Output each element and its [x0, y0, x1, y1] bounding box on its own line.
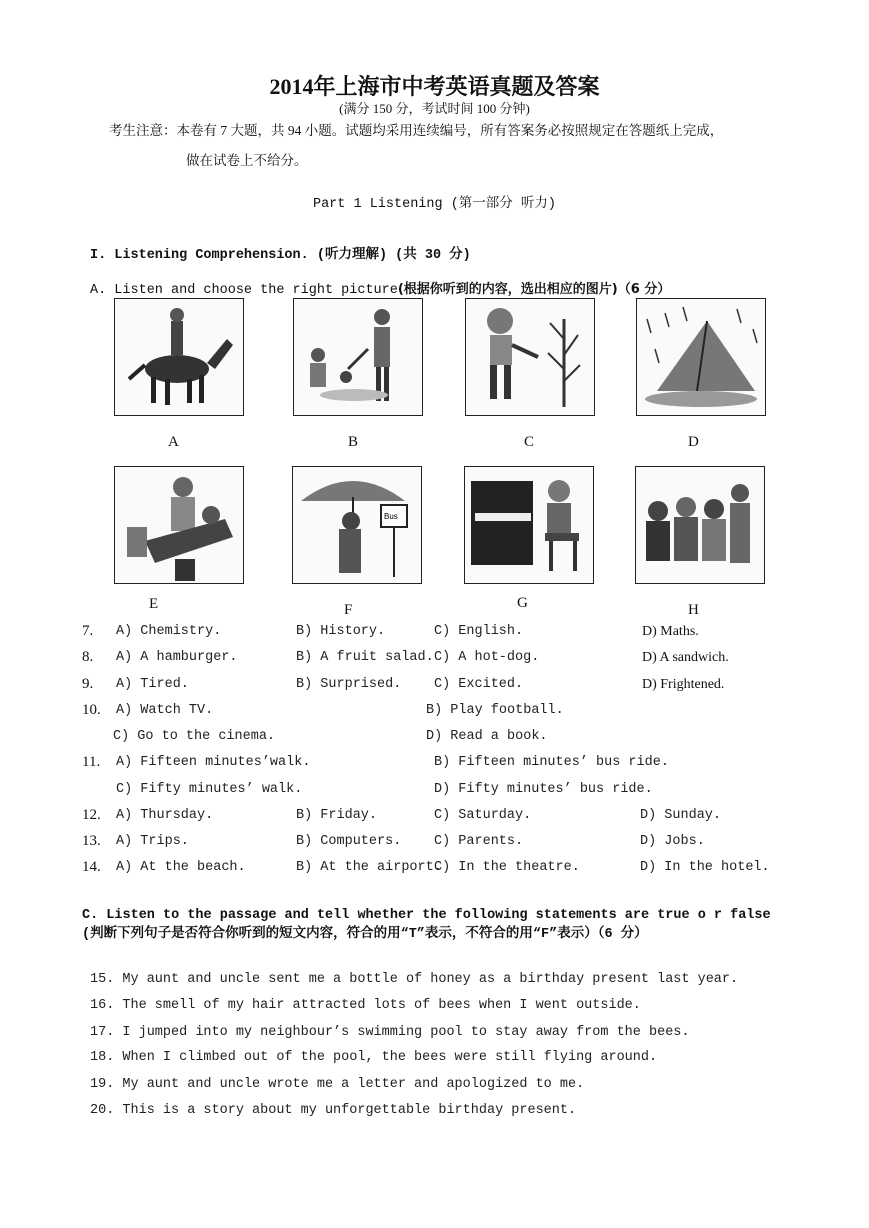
exam-info: (满分 150 分，考试时间 100 分钟) — [339, 101, 530, 116]
option-d: D) Frightened. — [642, 677, 725, 692]
picture-label-e: E — [149, 596, 159, 612]
picture-label-a: A — [168, 434, 179, 450]
option-a: A) At the beach. — [116, 860, 246, 875]
option-a: A) Tired. — [116, 677, 189, 692]
exam-notice-line-1: 考生注意：本卷有 7 大题，共 94 小题。试题均采用连续编号，所有答案务必按照规定在答题纸上完成， — [109, 123, 724, 138]
option-d: D) Fifty minutes’ bus ride. — [434, 782, 653, 797]
umbrella-bus-stop-icon — [292, 466, 422, 584]
option-a: A) Watch TV. — [116, 703, 214, 718]
section-a-instruction-cn: (根据你听到的内容，选出相应的图片)（6 分） — [397, 282, 671, 297]
group-people-icon — [635, 466, 765, 584]
tent-in-rain-icon — [636, 298, 766, 416]
option-b: B) Surprised. — [296, 677, 402, 692]
picture-label-b: B — [348, 434, 359, 450]
section-a-instruction-en: A. Listen and choose the right picture — [90, 283, 398, 298]
horse-rider-icon — [114, 298, 244, 416]
option-b: B) History. — [296, 624, 386, 639]
option-a: A) Thursday. — [116, 808, 214, 823]
option-a: A) Fifteen minutes’walk. — [116, 755, 311, 770]
option-b: B) Computers. — [296, 834, 402, 849]
question-number: 10. — [82, 702, 101, 718]
question-number: 9. — [82, 676, 94, 692]
statement-16: 16. The smell of my hair attracted lots of bees when I went outside. — [90, 998, 641, 1013]
statement-18: 18. When I climbed out of the pool, the bees were still flying around. — [90, 1050, 658, 1065]
question-number: 8. — [82, 649, 94, 665]
dentist-icon — [114, 466, 244, 584]
option-d: D) Maths. — [642, 624, 699, 639]
statement-15: 15. My aunt and uncle sent me a bottle of honey as a birthday present last year. — [90, 972, 739, 987]
question-number: 11. — [82, 754, 101, 770]
picture-label-c: C — [524, 434, 535, 450]
option-c: C) Parents. — [434, 834, 524, 849]
picture-label-d: D — [688, 434, 699, 450]
option-d: D) Read a book. — [426, 729, 548, 744]
option-c: C) A hot-dog. — [434, 650, 540, 665]
picture-label-f: F — [344, 602, 353, 618]
picture-label-g: G — [517, 595, 528, 611]
option-b: B) Fifteen minutes’ bus ride. — [434, 755, 669, 770]
option-b: B) Play football. — [426, 703, 564, 718]
option-a: A) A hamburger. — [116, 650, 238, 665]
option-b: B) Friday. — [296, 808, 378, 823]
option-c: C) Fifty minutes’ walk. — [116, 782, 303, 797]
question-number: 13. — [82, 833, 101, 849]
page-title: 2014年上海市中考英语真题及答案 — [269, 74, 600, 99]
exam-notice-line-2: 做在试卷上不给分。 — [186, 153, 308, 168]
question-number: 12. — [82, 807, 101, 823]
option-c: C) Excited. — [434, 677, 524, 692]
option-d: D) Jobs. — [640, 834, 705, 849]
option-d: D) A sandwich. — [642, 650, 729, 665]
picture-label-h: H — [688, 602, 699, 618]
option-d: D) Sunday. — [640, 808, 722, 823]
section-c-instruction: C. Listen to the passage and tell whether the following statements are true o r false (判断下列句子是否符合你听到的短文内容，符合的用“T”表示，不符合的用“F”表示）（6 分） — [82, 908, 771, 942]
option-c: C) In the theatre. — [434, 860, 580, 875]
option-a: A) Chemistry. — [116, 624, 222, 639]
statement-20: 20. This is a story about my unforgettable birthday present. — [90, 1103, 577, 1118]
question-number: 7. — [82, 623, 94, 639]
option-b: B) A fruit salad. — [296, 650, 434, 665]
option-c: C) Saturday. — [434, 808, 532, 823]
option-a: A) Trips. — [116, 834, 189, 849]
boy-planting-tree-icon — [465, 298, 595, 416]
part-heading: Part 1 Listening (第一部分 听力) — [312, 197, 557, 212]
watering-children-icon — [293, 298, 423, 416]
option-b: B) At the airport. — [296, 860, 442, 875]
option-c: C) English. — [434, 624, 524, 639]
section-heading: I. Listening Comprehension. (听力理解) (共 30 分) — [90, 248, 471, 263]
section-a-instruction — [90, 278, 670, 298]
girl-piano-icon — [464, 466, 594, 584]
question-number: 14. — [82, 859, 101, 875]
option-c: C) Go to the cinema. — [113, 729, 276, 744]
svg-text:Bus: Bus — [384, 512, 398, 521]
statement-19: 19. My aunt and uncle wrote me a letter and apologized to me. — [90, 1077, 585, 1092]
option-d: D) In the hotel. — [640, 860, 770, 875]
statement-17: 17. I jumped into my neighbour’s swimming pool to stay away from the bees. — [90, 1025, 690, 1040]
